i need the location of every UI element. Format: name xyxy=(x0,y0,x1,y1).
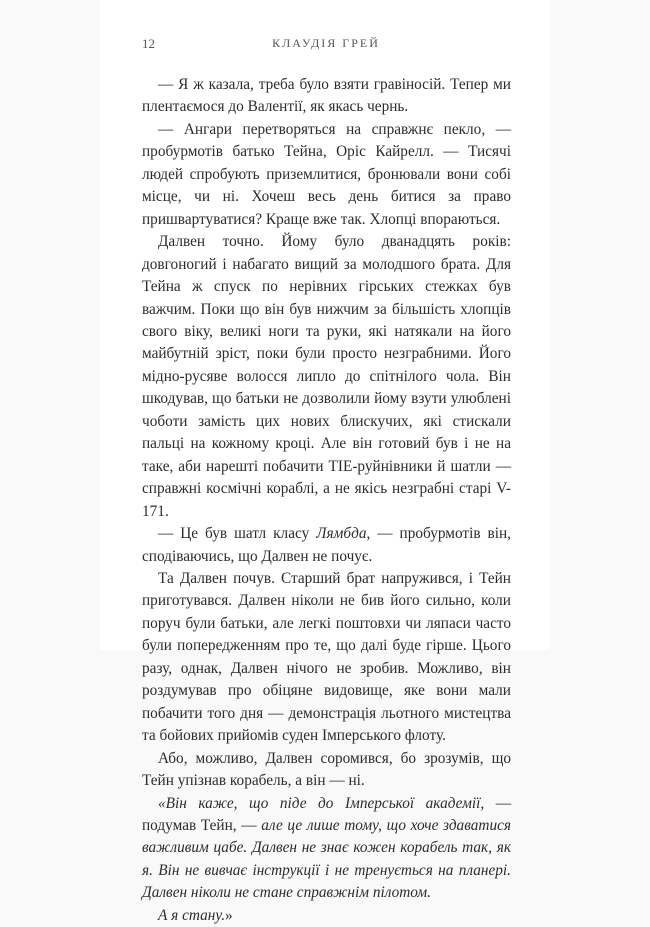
paragraph-thought xyxy=(142,793,511,905)
thought-italic: А я стану. xyxy=(158,906,226,924)
text-segment: , — пробурмотів він, сподіваючись, що Далвен не почує. xyxy=(142,525,511,565)
book-page xyxy=(100,0,550,924)
page-number: 12 xyxy=(142,36,155,51)
paragraph xyxy=(142,523,511,568)
thought-italic: «Він каже, що піде до Імперської академії, xyxy=(158,794,485,812)
text-segment: — Це був шатл класу xyxy=(158,525,317,543)
paragraph xyxy=(142,748,511,793)
text-segment: Та Далвен почув. Старший брат напружився, і Тейн приготувався. Далвен ніколи не бив його сильно, коли поруч були батьки, але легкі поштовхи чи ляпаси часто були попередженням про те, що далі буде гірше. Цього разу, однак, Далвен нічого не зробив. Можливо, він роздумував про обіцяне видовище, яке вони мали побачити того дня — демонстрація льотного мистецтва та бойових прийомів суден Імперського флоту. xyxy=(142,569,511,745)
text-segment: — Я ж казала, треба було взяти гравіносій. Тепер ми плентаємося до Валентії, як якась чернь. xyxy=(142,76,511,116)
paragraph xyxy=(142,119,511,231)
text-segment: Далвен точно. Йому було дванадцять років: довгоногий і набагато вищий за молодшого брата. Для Тейна ж спуск по нерівних гірських стежках був важчим. Поки що він був нижчим за більшість хлопців свого віку, великі ноги та руки, які натякали на його майбутній зріст, поки були просто незграбними. Його мідно-русяве волосся липло до спітнілого чола. Він шкодував, що батьки не дозволили йому взути улюблені чоботи замість цих нових блискучих, які стискали пальці на кожному кроці. Але він готовий був і не на таке, аби нарешті побачити TIE-руйнівники й шатли — справжні космічні кораблі, а не якісь незграбні старі V-171. xyxy=(142,233,511,520)
text-segment: — Ангари перетворяться на справжнє пекло, — пробурмотів батько Тейна, Оріс Кайрелл. — Тисячі людей спробують приземлитися, бронювали вони собі місце, чи ні. Хочеш весь день битися за право пришвартуватися? Краще вже так. Хлопці впораються. xyxy=(142,120,511,228)
paragraph-thought xyxy=(142,905,511,927)
body-text xyxy=(142,74,511,927)
paragraph xyxy=(142,74,511,119)
page-header xyxy=(142,36,510,56)
paragraph xyxy=(142,231,511,523)
ship-class-italic: Лямбда xyxy=(316,525,367,543)
running-title: КЛАУДІЯ ГРЕЙ xyxy=(272,36,380,50)
text-segment: — подумав Тейн, — xyxy=(142,794,511,834)
paragraph xyxy=(142,568,511,748)
text-segment: Або, можливо, Далвен соромився, бо зрозумів, що Тейн упізнав корабель, а він — ні. xyxy=(142,749,511,790)
thought-italic: але це лише тому, що хоче здаватися важливим цабе. Далвен не знає кожен корабель так, як я. Він не вивчає інструкції і не тренується на планері. Далвен ніколи не стане справжнім пілотом. xyxy=(142,816,511,902)
text-segment: » xyxy=(225,906,233,924)
